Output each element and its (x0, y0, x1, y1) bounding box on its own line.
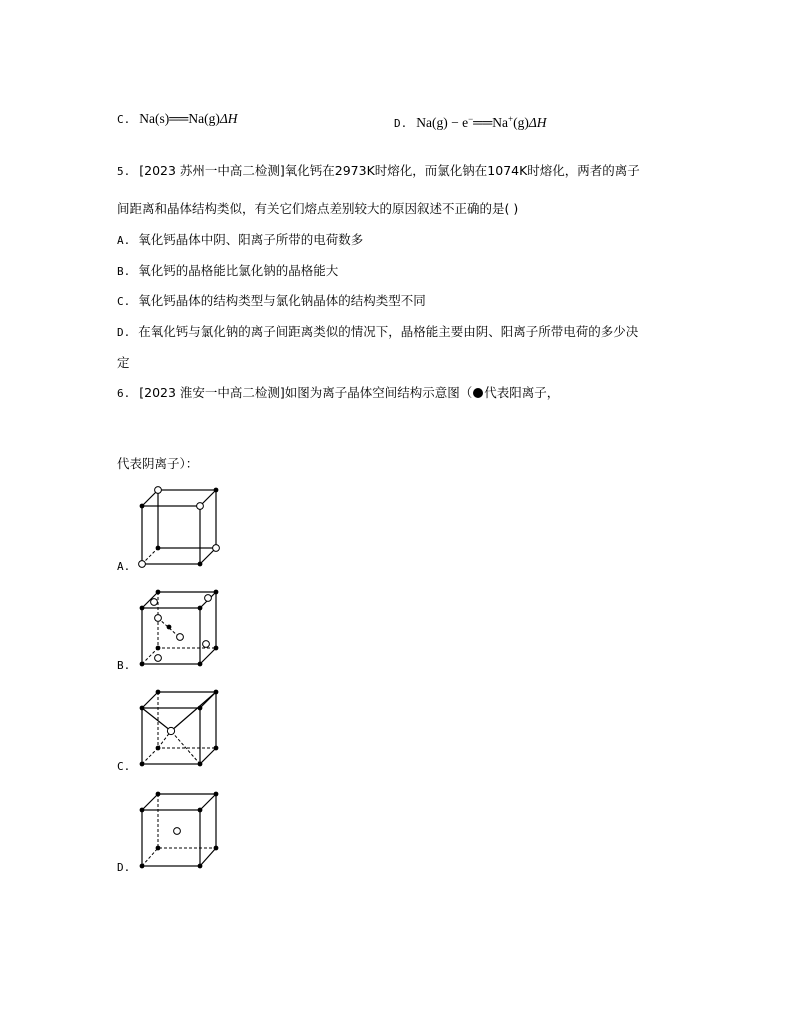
q5-option-a (117, 232, 363, 249)
formula-state: (g) (513, 115, 529, 130)
q6-stem-line1 (117, 385, 559, 402)
question-number: 5. (117, 165, 131, 178)
q6-option-b-label (117, 657, 130, 674)
option-text: 在氧化钙与氯化钠的离子间距离类似的情况下，晶格能主要由阴、阳离子所带电荷的多少决 (138, 324, 639, 339)
q5-option-b (117, 263, 338, 280)
option-text: 氧化钙晶体的结构类型与氯化钠晶体的结构类型不同 (138, 293, 426, 308)
question-text-cont: 代表阳离子， (484, 385, 560, 400)
q4-option-c (117, 111, 238, 128)
option-letter: B. (117, 659, 131, 672)
delta-h: ΔH (219, 111, 238, 126)
cation-dot-icon (473, 388, 483, 398)
option-letter: A. (117, 234, 131, 247)
q5-option-c (117, 293, 426, 310)
q6-option-a-label (117, 558, 130, 575)
option-letter: C. (117, 113, 131, 126)
option-letter: B. (117, 265, 131, 278)
q5-stem-line2: 间距离和晶体结构类似，有关它们熔点差别较大的原因叙述不正确的是( ) (117, 201, 519, 216)
question-text: [2023 苏州一中高二检测]氧化钙在2973K时熔化，而氯化钠在1074K时熔化，两者的离子 (139, 163, 640, 178)
q6-option-c-label (117, 758, 130, 775)
formula-reactant: Na(g) − e (416, 115, 469, 130)
option-letter: C. (117, 295, 131, 308)
option-text: 氧化钙晶体中阴、阳离子所带的电荷数多 (138, 232, 364, 247)
q5-option-d (117, 324, 638, 341)
option-letter: A. (117, 560, 131, 573)
q4-option-d (394, 111, 547, 132)
formula-product: Na(g) (188, 111, 220, 126)
q6-figure-c (138, 686, 223, 771)
electron-charge: − (468, 114, 474, 124)
q6-figure-d (138, 788, 223, 873)
option-letter: C. (117, 760, 131, 773)
question-text: [2023 淮安一中高二检测]如图为离子晶体空间结构示意图（ (139, 385, 473, 400)
equals-sign: ══ (473, 115, 493, 130)
question-number: 6. (117, 387, 131, 400)
q5-option-d-continued: 定 (117, 355, 130, 370)
ion-charge: + (508, 114, 514, 124)
q6-option-d-label (117, 859, 130, 876)
delta-h: ΔH (528, 115, 547, 130)
option-text: 氧化钙的晶格能比氯化钠的晶格能大 (138, 263, 339, 278)
q6-figure-b (138, 586, 223, 671)
q6-stem-line2: 代表阴离子）： (117, 456, 199, 471)
formula-product: Na (492, 115, 509, 130)
equals-sign: ══ (169, 111, 189, 126)
q5-stem-line1 (117, 163, 640, 180)
option-letter: D. (117, 861, 131, 874)
q6-figure-a (138, 486, 223, 571)
formula-reactant: Na(s) (139, 111, 170, 126)
option-letter: D. (117, 326, 131, 339)
option-letter: D. (394, 117, 408, 130)
